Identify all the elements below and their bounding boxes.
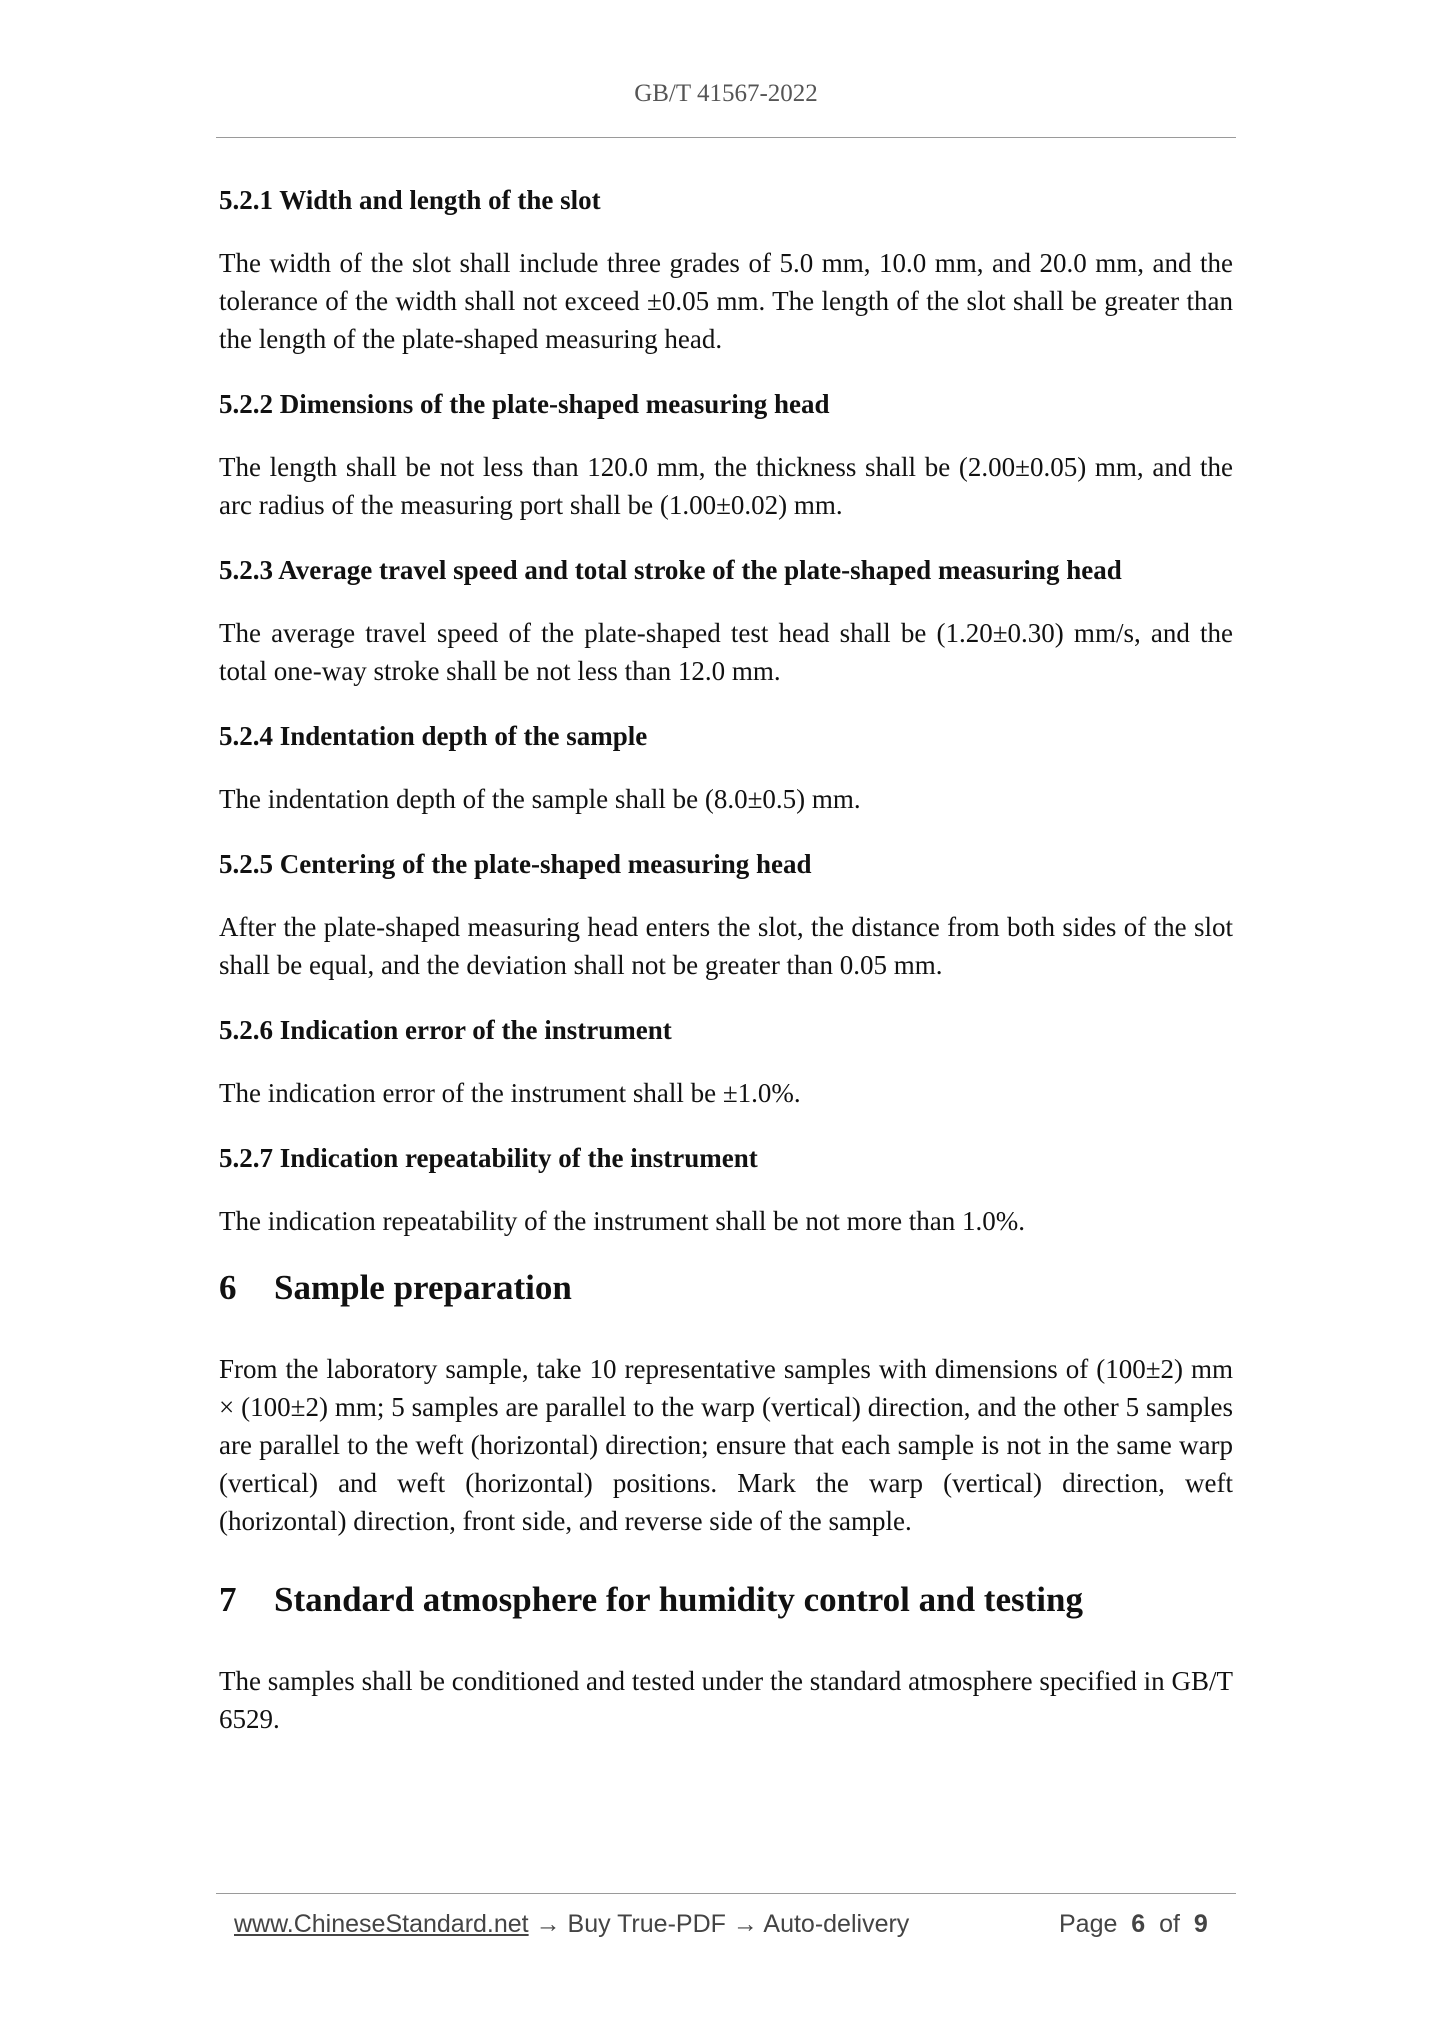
subsection-text: The average travel speed of the plate-shaped test head shall be (1.20±0.30) mm/s, and the total one-way stroke shall be not less than 12.0 mm. <box>219 618 1233 686</box>
page-label: Page <box>1059 1910 1118 1938</box>
subsection-heading: 5.2.7 Indication repeatability of the instrument <box>219 1143 758 1173</box>
section-number: 7 <box>219 1580 237 1619</box>
subsection-5-2-6 <box>219 1008 1233 1112</box>
header-divider <box>216 137 1236 138</box>
section-7-heading <box>219 1576 1233 1624</box>
of-label: of <box>1159 1910 1180 1938</box>
subsection-heading: 5.2.2 Dimensions of the plate-shaped measuring head <box>219 389 830 419</box>
page-content <box>219 178 1233 1738</box>
subsection-text: The length shall be not less than 120.0 mm, the thickness shall be (2.00±0.05) mm, and the arc radius of the measuring port shall be (1.00±0.02) mm. <box>219 452 1233 520</box>
subsection-heading: 5.2.6 Indication error of the instrument <box>219 1015 672 1045</box>
subsection-5-2-7 <box>219 1136 1233 1240</box>
subsection-heading: 5.2.1 Width and length of the slot <box>219 185 601 215</box>
page-footer <box>234 1910 1234 1950</box>
subsection-text: The width of the slot shall include three grades of 5.0 mm, 10.0 mm, and 20.0 mm, and the tolerance of the width shall not exceed ±0.05 mm. The length of the slot shall be greater than the length of the plate-shaped measuring head. <box>219 248 1233 354</box>
section-number: 6 <box>219 1268 237 1307</box>
footer-promo <box>234 1910 909 1939</box>
page-indicator <box>1059 1910 1208 1939</box>
website-link[interactable]: www.ChineseStandard.net <box>234 1910 529 1938</box>
footer-divider <box>216 1893 1236 1894</box>
promo-text: → Buy True-PDF → Auto-delivery <box>528 1910 910 1938</box>
section-6-text: From the laboratory sample, take 10 representative samples with dimensions of (100±2) mm × (100±2) mm; 5 samples are parallel to the warp (vertical) direction, and the other 5 samples are parallel to the weft (horizontal) direction; ensure that each sample is not in the same warp (vertical) and weft (horizontal) positions. Mark the warp (vertical) direction, weft (horizontal) direction, front side, and reverse side of the sample. <box>219 1354 1233 1536</box>
subsection-heading: 5.2.4 Indentation depth of the sample <box>219 721 648 751</box>
section-7-text: The samples shall be conditioned and tested under the standard atmosphere specified in GB/T 6529. <box>219 1666 1233 1734</box>
section-title: Sample preparation <box>274 1268 572 1307</box>
section-6-heading <box>219 1264 1233 1312</box>
subsection-heading: 5.2.5 Centering of the plate-shaped measuring head <box>219 849 812 879</box>
page-total: 9 <box>1193 1910 1208 1938</box>
subsection-heading: 5.2.3 Average travel speed and total stroke of the plate-shaped measuring head <box>219 555 1122 585</box>
subsection-5-2-2 <box>219 382 1233 524</box>
subsection-text: The indication repeatability of the instrument shall be not more than 1.0%. <box>219 1206 1026 1236</box>
document-header: GB/T 41567-2022 <box>634 80 818 107</box>
subsection-5-2-3 <box>219 548 1233 690</box>
section-title: Standard atmosphere for humidity control and testing <box>274 1580 1083 1619</box>
subsection-text: The indication error of the instrument shall be ±1.0%. <box>219 1078 801 1108</box>
subsection-5-2-4 <box>219 714 1233 818</box>
subsection-5-2-5 <box>219 842 1233 984</box>
page-current: 6 <box>1131 1910 1146 1938</box>
subsection-5-2-1 <box>219 178 1233 358</box>
subsection-text: The indentation depth of the sample shall be (8.0±0.5) mm. <box>219 784 861 814</box>
subsection-text: After the plate-shaped measuring head enters the slot, the distance from both sides of the slot shall be equal, and the deviation shall not be greater than 0.05 mm. <box>219 912 1233 980</box>
